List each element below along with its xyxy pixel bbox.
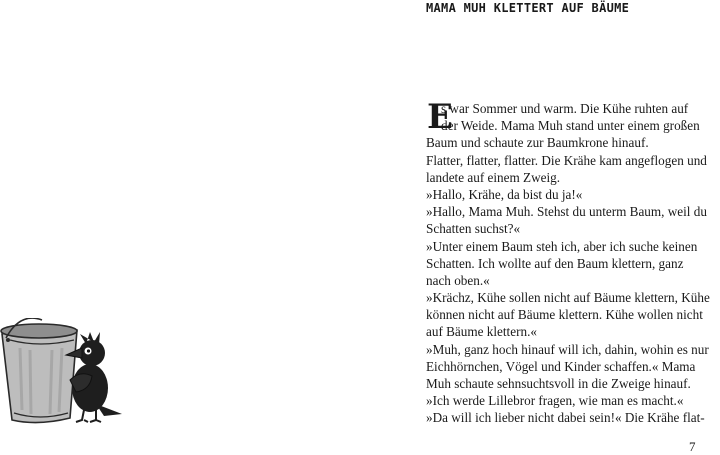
text-line: s war Sommer und warm. Die Kühe ruhten auf	[441, 101, 689, 116]
text-line: »Da will ich lieber nicht dabei sein!« Die Krähe flat-	[426, 410, 705, 426]
text-line: Baum und schaute zur Baumkrone hinauf.	[426, 135, 649, 151]
text-line: »Hallo, Mama Muh. Stehst du unterm Baum, weil du	[426, 204, 707, 220]
text-line: Eichhörnchen, Vögel und Kinder schaffen.« Mama	[426, 358, 696, 374]
text-line: nach oben.«	[426, 272, 490, 288]
text-line: Schatten. Ich wollte auf den Baum klettern, ganz	[426, 255, 684, 271]
bucket	[1, 318, 77, 422]
text-line: können nicht auf Bäume klettern. Kühe wollen nicht	[426, 307, 703, 323]
text-line: Schatten suchst?«	[426, 221, 521, 237]
body-text	[426, 97, 720, 427]
text-line: Muh schaute sehnsuchtsvoll in die Zweige hinauf.	[426, 376, 691, 391]
text-line: »Muh, ganz hoch hinauf will ich, dahin, wohin es nur	[426, 341, 709, 357]
page-number: 7	[689, 439, 696, 454]
text-line: der Weide. Mama Muh stand unter einem großen	[441, 118, 700, 134]
text-line: »Krächz, Kühe sollen nicht auf Bäume klettern, Kühe	[426, 290, 710, 306]
text-line: landete auf einem Zweig.	[426, 169, 561, 185]
text-line: »Hallo, Krähe, da bist du ja!«	[426, 186, 583, 202]
text-line: »Unter einem Baum steh ich, aber ich suche keinen	[426, 238, 698, 254]
text-line: Flatter, flatter, flatter. Die Krähe kam angeflogen und	[426, 152, 707, 168]
drop-cap: E	[427, 97, 453, 137]
text-line: auf Bäume klettern.«	[426, 324, 537, 340]
crow-bucket-illustration	[0, 318, 130, 428]
text-line: »Ich werde Lillebror fragen, wie man es macht.«	[426, 393, 684, 409]
chapter-title: MAMA MUH KLETTERT AUF BÄUME	[426, 1, 630, 15]
